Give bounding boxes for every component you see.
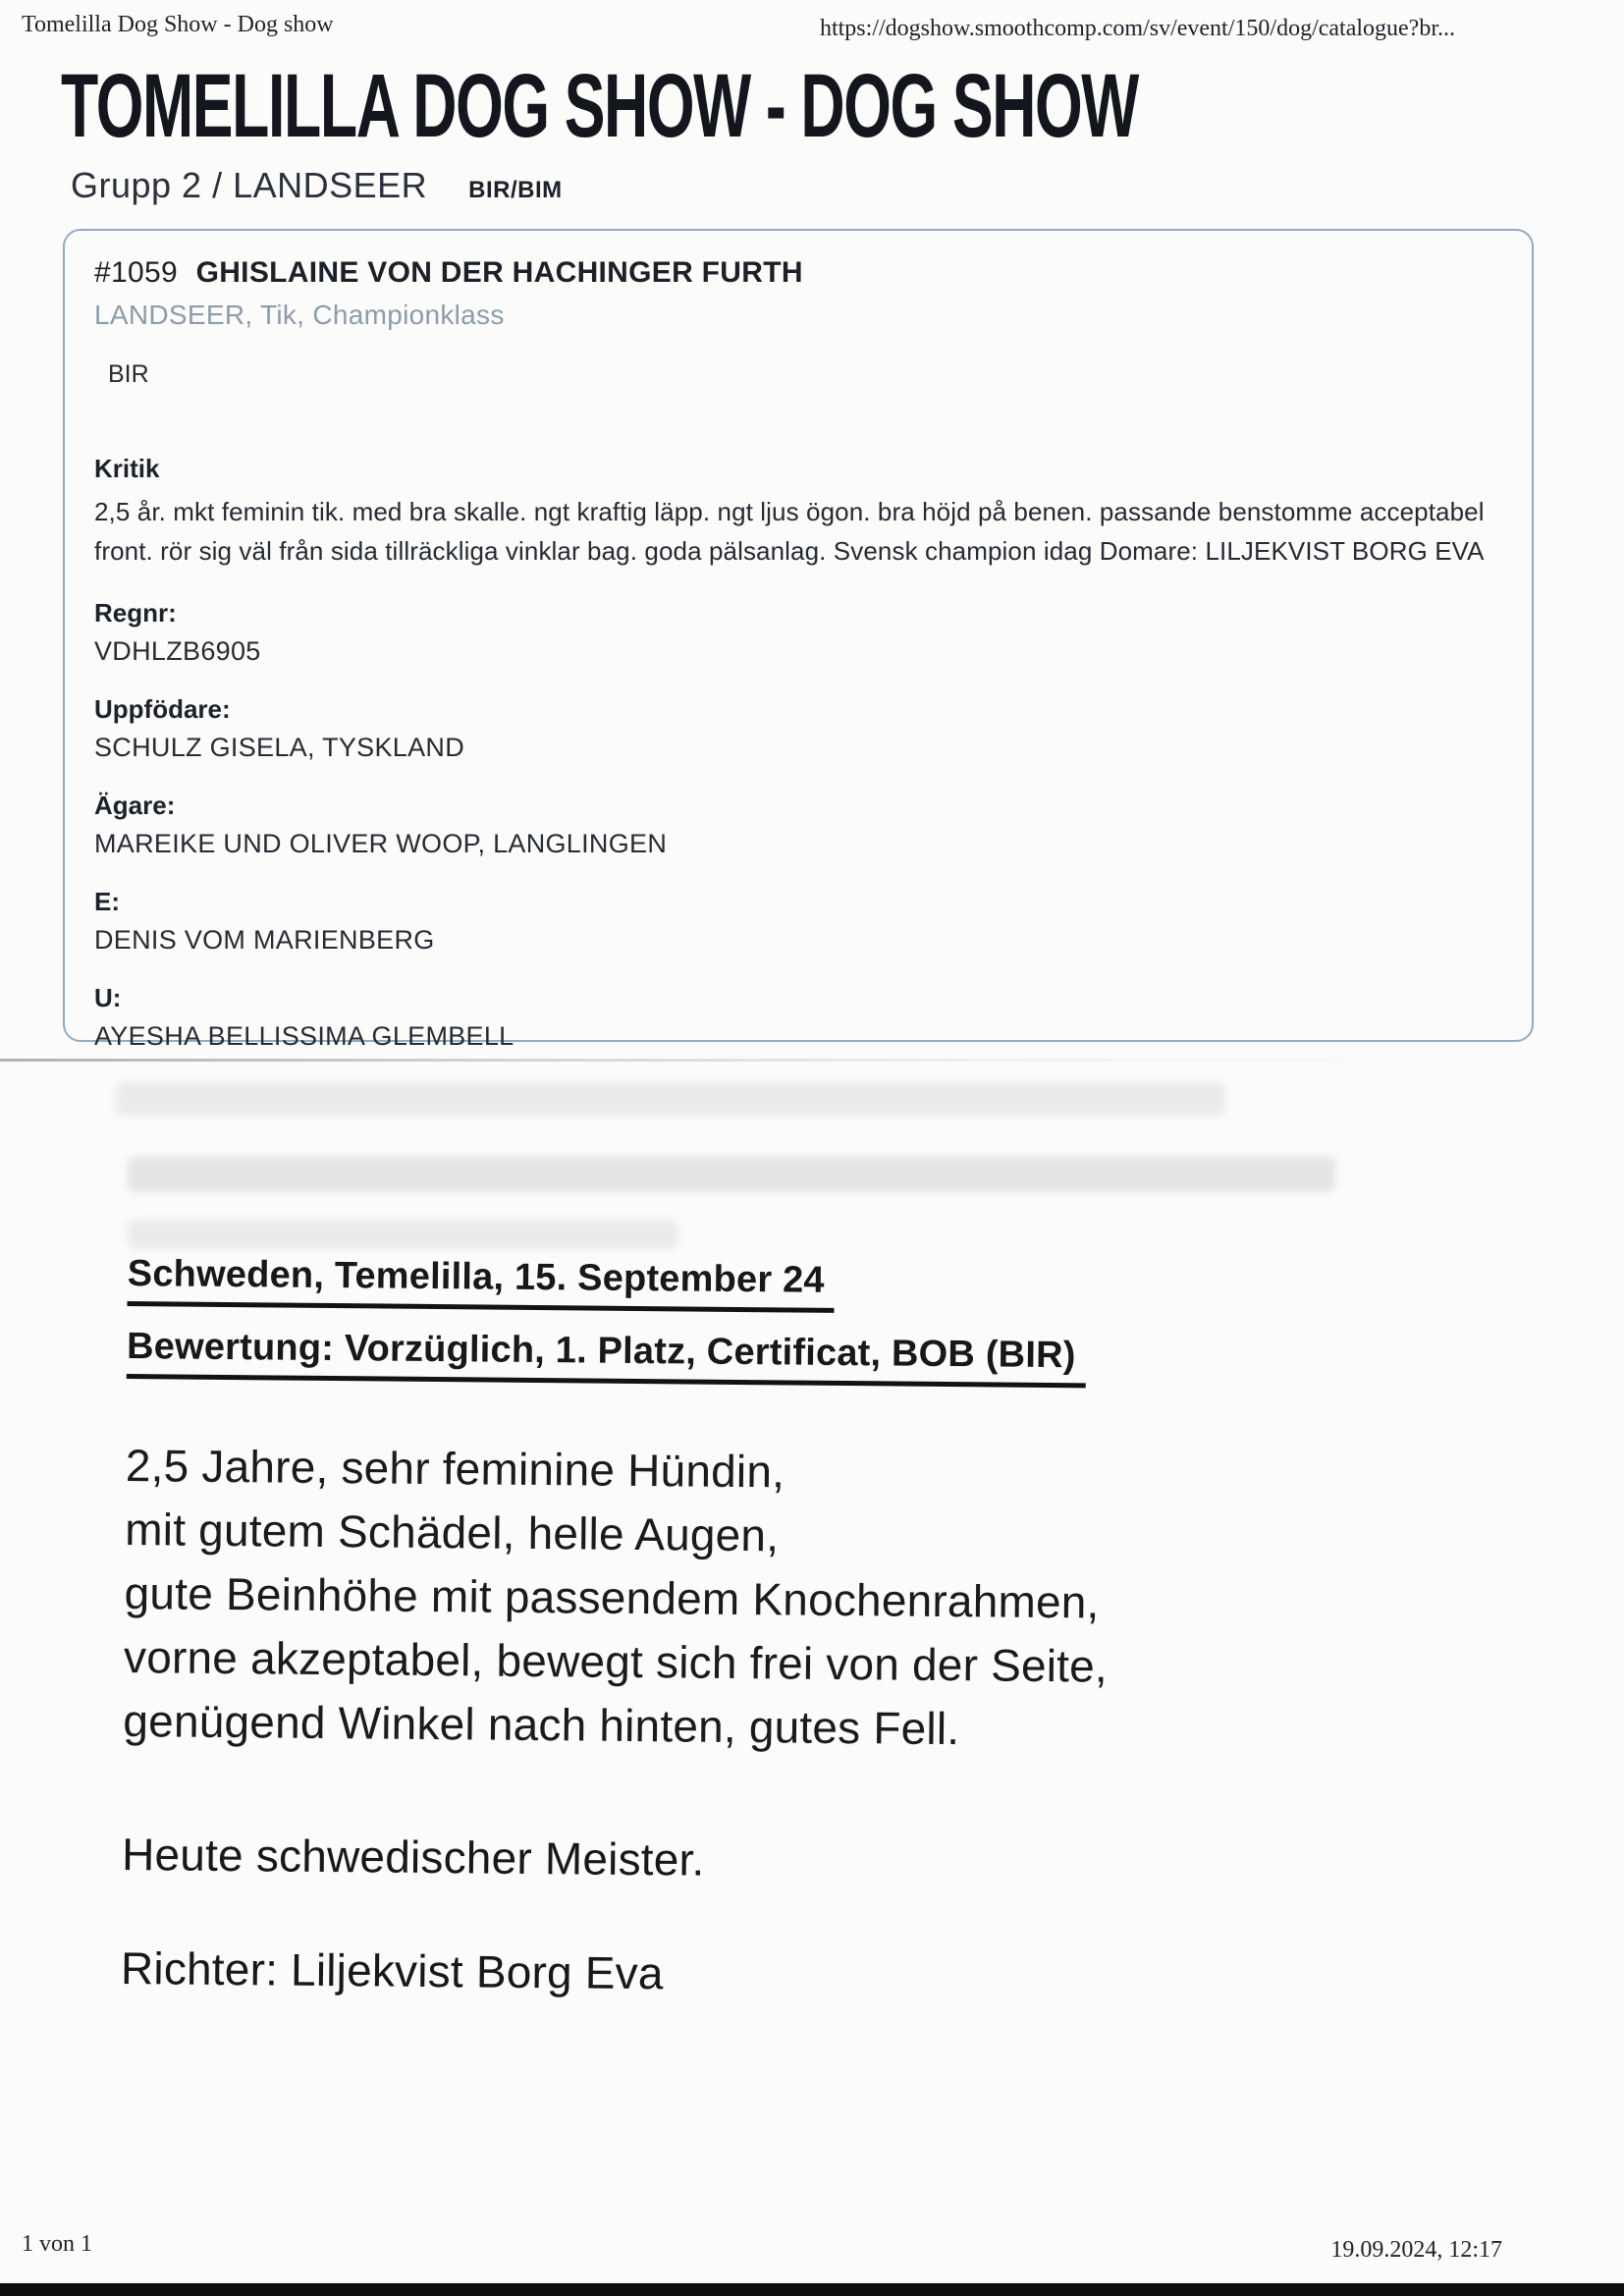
field-sire (94, 887, 1502, 956)
group-award: BIR/BIM (468, 177, 563, 203)
group-line (71, 165, 563, 206)
translation-body-line: 2,5 Jahre, sehr feminine Hündin, (125, 1439, 785, 1498)
translation-body (123, 1434, 1422, 1766)
field-value: DENIS VOM MARIENBERG (94, 925, 435, 955)
print-footer-datetime: 19.09.2024, 12:17 (1330, 2237, 1502, 2263)
page-title: TOMELILLA DOG SHOW - DOG SHOW (61, 56, 1138, 156)
scan-seam-line (0, 1059, 1624, 1062)
field-value: MAREIKE UND OLIVER WOOP, LANGLINGEN (94, 829, 668, 858)
translation-body-line: mit gutem Schädel, helle Augen, (125, 1503, 780, 1561)
field-dam (94, 983, 1502, 1052)
print-footer-pagecount: 1 von 1 (22, 2231, 92, 2257)
field-label: E: (94, 887, 120, 916)
field-value: VDHLZB6905 (94, 636, 261, 666)
field-label: Regnr: (94, 598, 177, 628)
field-label: U: (94, 983, 122, 1012)
print-header-title: Tomelilla Dog Show - Dog show (22, 12, 334, 37)
bleed-through-artifact (116, 1082, 1225, 1116)
breed-class-line: LANDSEER, Tik, Championklass (94, 300, 505, 330)
translation-body-line: genügend Winkel nach hinten, gutes Fell. (123, 1694, 960, 1755)
dog-header-line (94, 256, 1502, 290)
group-name: Grupp 2 / LANDSEER (71, 165, 428, 205)
catalogue-entry-card (63, 229, 1534, 1051)
field-label: Ägare: (94, 791, 176, 820)
field-breeder (94, 694, 1502, 763)
translation-body-line: vorne akzeptabel, bewegt sich frei von der Seite, (123, 1630, 1109, 1692)
translation-heading-rating: Bewertung: Vorzüglich, 1. Platz, Certificat, BOB (BIR) (127, 1326, 1086, 1388)
kritik-text: 2,5 år. mkt feminin tik. med bra skalle. ngt kraftig läpp. ngt ljus ögon. bra höjd på benen. passande benstomme acceptabel front. rör sig väl från sida tillräckliga vinklar bag. goda pälsanlag. Svensk champion idag Domare: LILJEKVIST BORG EVA (94, 497, 1485, 566)
kritik-label: Kritik (94, 454, 160, 483)
field-owner (94, 791, 1502, 859)
scanner-edge-strip (0, 2283, 1624, 2296)
bleed-through-artifact (128, 1220, 677, 1249)
field-value: AYESHA BELLISSIMA GLEMBELL (94, 1021, 514, 1051)
translation-block (121, 1253, 1424, 2007)
translation-closing-line: Heute schwedischer Meister. (121, 1828, 705, 1886)
bleed-through-artifact (128, 1157, 1335, 1192)
catalogue-number: #1059 (94, 256, 178, 289)
field-regnr (94, 598, 1502, 667)
translation-body-line: gute Beinhöhe mit passendem Knochenrahmen, (124, 1566, 1100, 1628)
result-badge: BIR (108, 360, 149, 388)
print-header-url: https://dogshow.smoothcomp.com/sv/event/150/dog/catalogue?br... (819, 16, 1455, 41)
dog-name: GHISLAINE VON DER HACHINGER FURTH (195, 256, 803, 289)
field-value: SCHULZ GISELA, TYSKLAND (94, 733, 465, 762)
translation-judge-line: Richter: Liljekvist Borg Eva (120, 1941, 664, 1999)
field-label: Uppfödare: (94, 694, 231, 724)
translation-heading-event: Schweden, Temelilla, 15. September 24 (127, 1253, 834, 1313)
